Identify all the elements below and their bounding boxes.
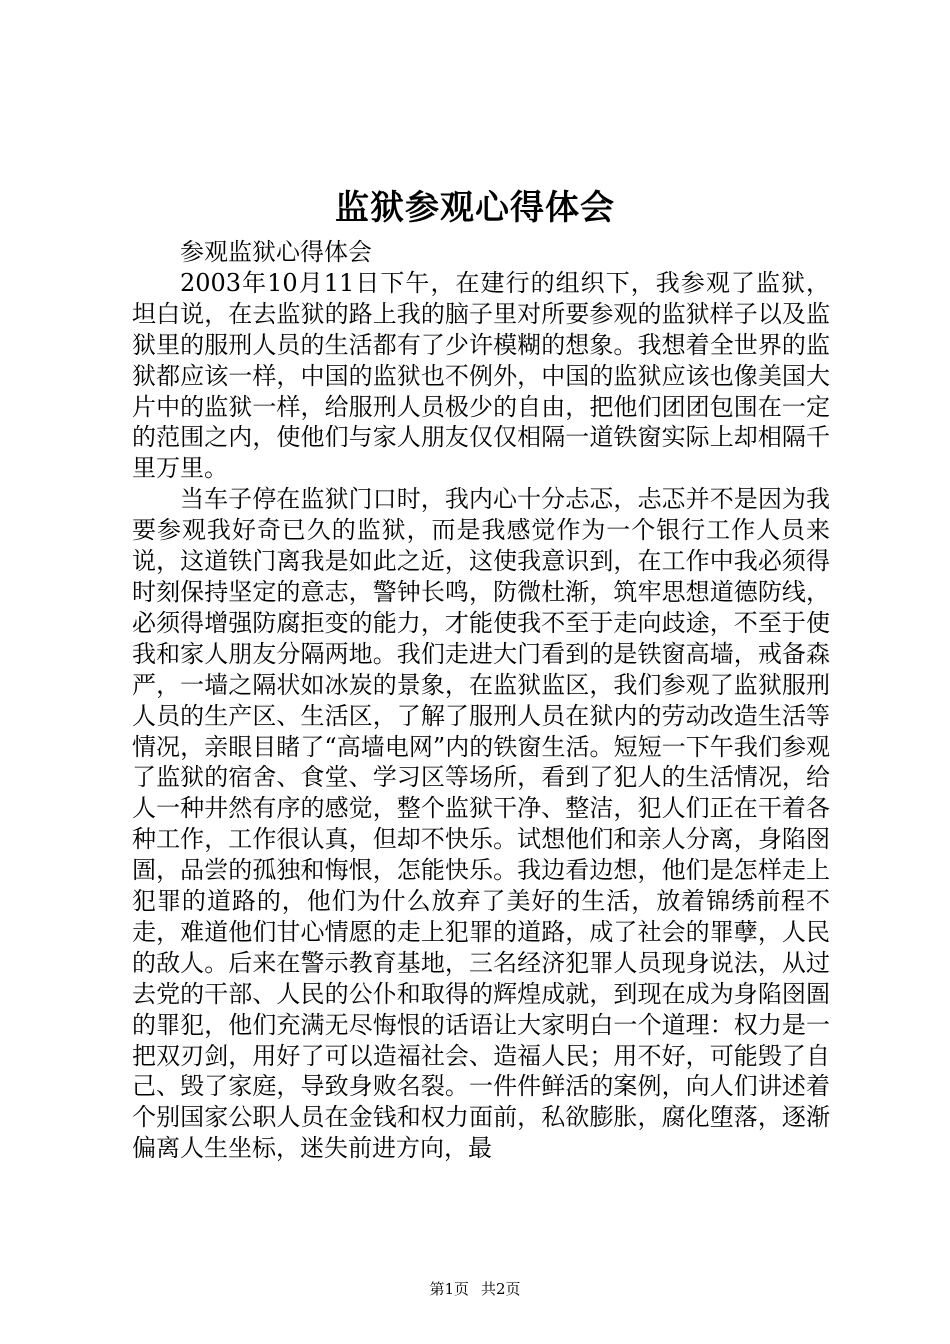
page-number: 第1页 <box>429 1280 469 1298</box>
page-footer <box>0 1279 950 1299</box>
paragraph: 当车子停在监狱门口时，我内心十分忐忑，忐忑并不是因为我要参观我好奇已久的监狱，而是我感觉作为一个银行工作人员来说，这道铁门离我是如此之近，这使我意识到，在工作中我必须得时刻保持坚定的意志，警钟长鸣，防微杜渐，筑牢思想道德防线，必须得增强防腐拒变的能力，才能使我不至于走向歧途，不至于使我和家人朋友分隔两地。我们走进大门看到的是铁窗高墙，戒备森严，一墙之隔状如冰炭的景象，在监狱监区，我们参观了监狱服刑人员的生产区、生活区，了解了服刑人员在狱内的劳动改造生活等情况，亲眼目睹了“高墙电网”内的铁窗生活。短短一下午我们参观了监狱的宿舍、食堂、学习区等场所，看到了犯人的生活情况，给人一种井然有序的感觉，整个监狱干净、整洁，犯人们正在干着各种工作，工作很认真，但却不快乐。试想他们和亲人分离，身陷囹圄，品尝的孤独和悔恨，怎能快乐。我边看边想，他们是怎样走上犯罪的道路的，他们为什么放弃了美好的生活，放着锦绣前程不走，难道他们甘心情愿的走上犯罪的道路，成了社会的罪孽，人民的敌人。后来在警示教育基地，三名经济犯罪人员现身说法，从过去党的干部、人民的公仆和取得的辉煌成就，到现在成为身陷囹圄的罪犯，他们充满无尽悔恨的话语让大家明白一个道理：权力是一把双刃剑，用好了可以造福社会、造福人民；用不好，可能毁了自己、毁了家庭，导致身败名裂。一件件鲜活的案例，向人们讲述着个别国家公职人员在金钱和权力面前，私欲膨胀，腐化堕落，逐渐偏离人生坐标，迷失前进方向，最 <box>132 485 830 1163</box>
document-body <box>132 237 830 1164</box>
document-title: 监狱参观心得体会 <box>335 188 615 228</box>
paragraph-subtitle: 参观监狱心得体会 <box>180 238 372 266</box>
paragraph: 2003年10月11日下午，在建行的组织下，我参观了监狱，坦白说，在去监狱的路上我的脑子里对所要参观的监狱样子以及监狱里的服刑人员的生活都有了少许模糊的想象。我想着全世界的监狱都应该一样，中国的监狱也不例外，中国的监狱应该也像美国大片中的监狱一样，给服刑人员极少的自由，把他们团团包围在一定的范围之内，使他们与家人朋友仅仅相隔一道铁窗实际上却相隔千里万里。 <box>132 268 830 483</box>
page-total: 共2页 <box>481 1280 521 1298</box>
